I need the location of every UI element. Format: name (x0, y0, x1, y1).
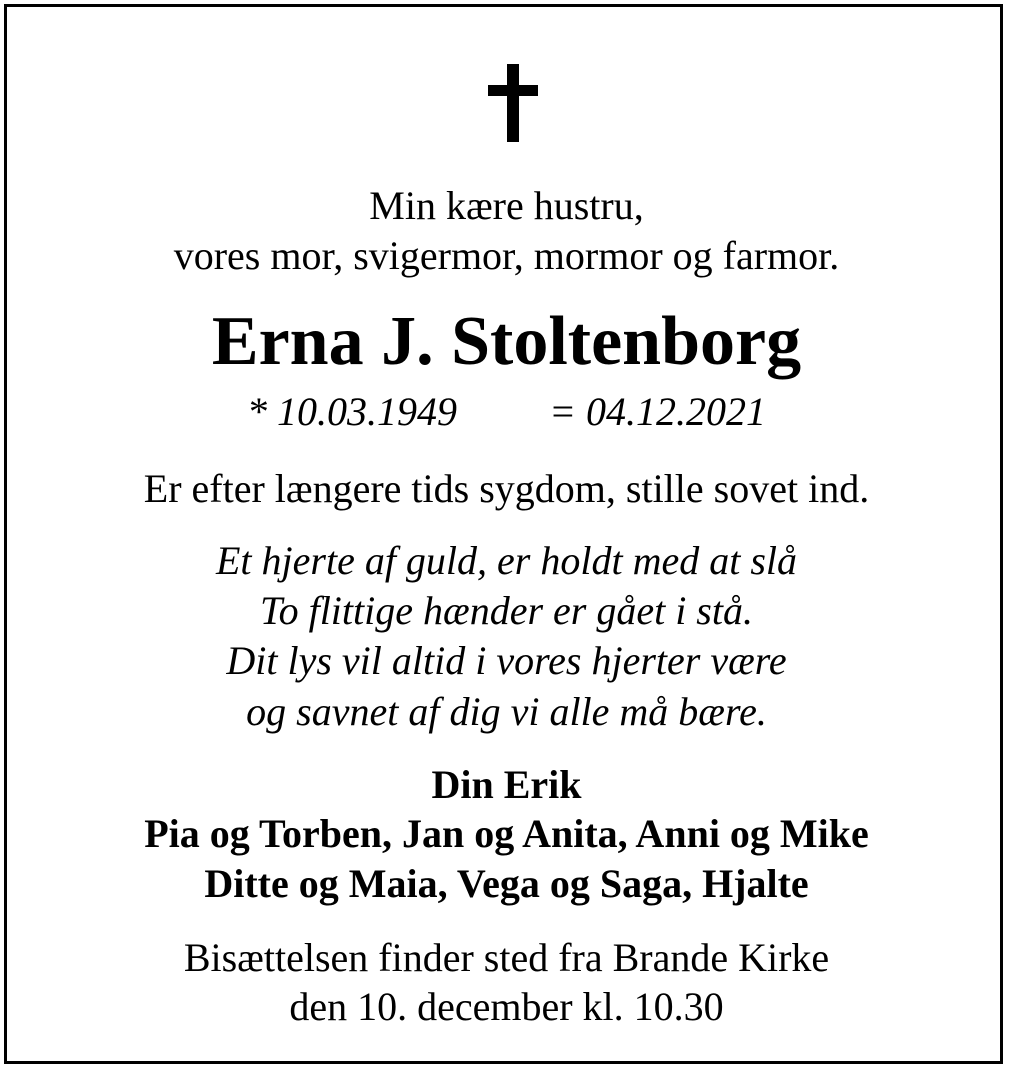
family-line-3: Ditte og Maia, Vega og Saga, Hjalte (204, 861, 809, 906)
verse-line-4: og savnet af dig vi alle må bære. (246, 689, 767, 734)
family-line-2: Pia og Torben, Jan og Anita, Anni og Mike (144, 811, 869, 856)
deceased-name: Erna J. Stoltenborg (211, 303, 802, 380)
death-date: = 04.12.2021 (549, 389, 766, 434)
birth-date: * 10.03.1949 (247, 389, 457, 434)
life-dates (0, 388, 1013, 436)
intro-line-1: Min kære hustru, (369, 183, 644, 228)
verse-line-2: To flittige hænder er gået i stå. (260, 588, 753, 633)
passing-statement: Er efter længere tids sygdom, stille sovet ind. (143, 466, 870, 511)
verse-line-3: Dit lys vil altid i vores hjerter være (226, 638, 787, 683)
verse-line-1: Et hjerte af guld, er holdt med at slå (215, 538, 798, 583)
cross-icon (488, 64, 538, 142)
service-line-2: den 10. december kl. 10.30 (289, 984, 724, 1029)
family-line-1: Din Erik (431, 762, 582, 807)
intro-line-2: vores mor, svigermor, mormor og farmor. (173, 233, 840, 278)
service-line-1: Bisættelsen finder sted fra Brande Kirke (183, 935, 830, 980)
